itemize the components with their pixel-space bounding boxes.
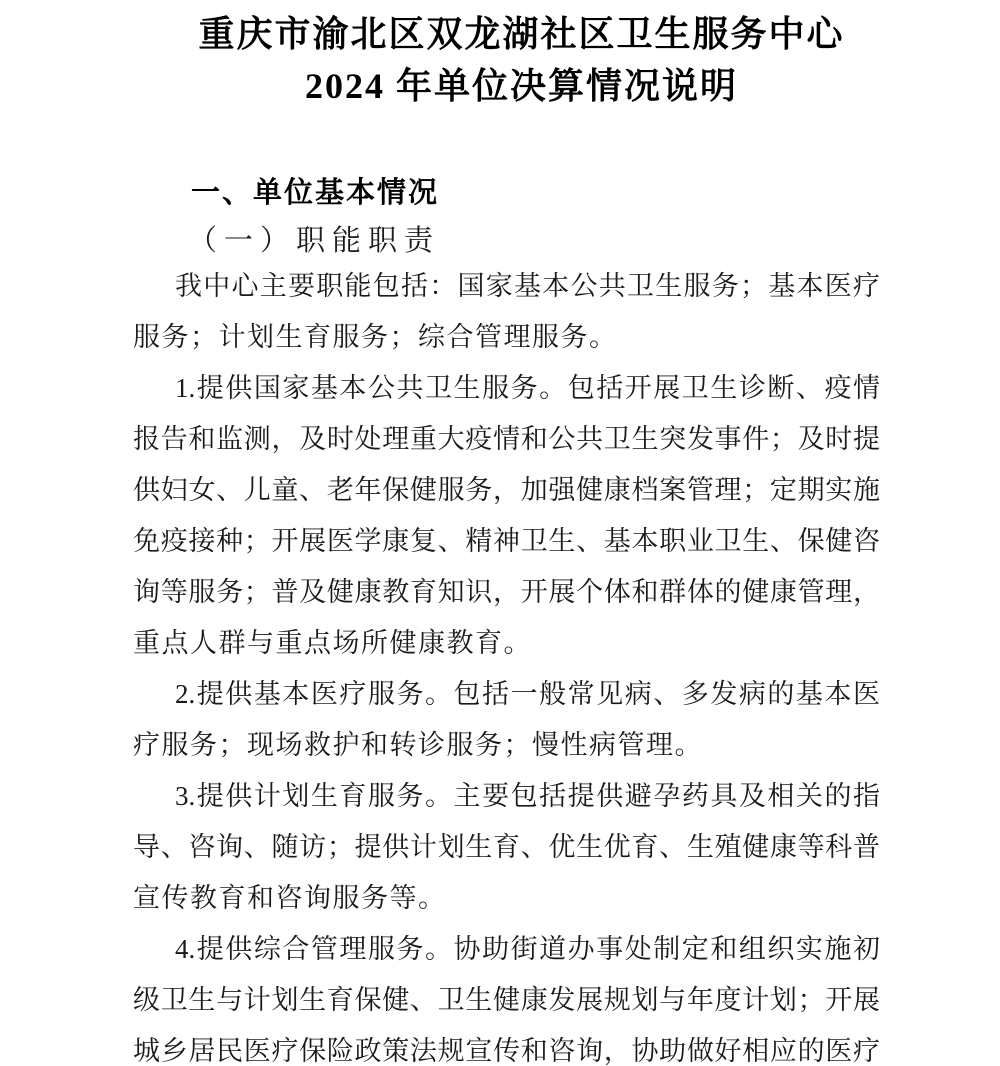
paragraph-line: 疗服务；现场救护和转诊服务；慢性病管理。 [133,730,703,760]
para-function-3-family-planning [133,771,880,924]
para-functions-overview [133,261,880,363]
paragraph-line: 免疫接种；开展医学康复、精神卫生、基本职业卫生、保健咨 [133,526,880,556]
para-function-1-public-health [133,363,880,669]
paragraph-line: 宣传教育和咨询服务等。 [133,883,447,913]
paragraph-line: 重点人群与重点场所健康教育。 [133,628,532,658]
paragraph-line: 级卫生与计划生育保健、卫生健康发展规划与年度计划；开展 [133,985,880,1015]
paragraph-line: 服务；计划生育服务；综合管理服务。 [133,322,618,352]
paragraph-line: 城乡居民医疗保险政策法规宣传和咨询，协助做好相应的医疗 [133,1036,880,1066]
document-title [133,0,880,112]
paragraph-line: 2.提供基本医疗服务。包括一般常见病、多发病的基本医 [175,679,880,709]
subsection-heading-duties: （一）职能职责 [188,225,441,257]
paragraph-line: 1.提供国家基本公共卫生服务。包括开展卫生诊断、疫情 [175,373,880,403]
paragraph-line: 供妇女、儿童、老年保健服务，加强健康档案管理；定期实施 [133,475,880,505]
section-heading-basic-info: 一、单位基本情况 [191,177,440,209]
paragraph-line: 报告和监测，及时处理重大疫情和公共卫生突发事件；及时提 [133,424,880,454]
document-title-line-2: 2024 年单位决算情况说明 [304,66,738,106]
para-function-4-comprehensive-management [133,924,880,1066]
paragraph-line: 导、咨询、随访；提供计划生育、优生优育、生殖健康等科普 [133,832,880,862]
document-content [133,0,880,1066]
para-function-2-basic-medical [133,669,880,771]
document-body [133,261,880,1066]
paragraph-line: 我中心主要职能包括：国家基本公共卫生服务；基本医疗 [175,271,880,301]
paragraph-line: 询等服务；普及健康教育知识，开展个体和群体的健康管理， [133,577,880,607]
paragraph-line: 4.提供综合管理服务。协助街道办事处制定和组织实施初 [175,934,880,964]
paragraph-line: 3.提供计划生育服务。主要包括提供避孕药具及相关的指 [175,781,880,811]
document-title-line-1: 重庆市渝北区双龙湖社区卫生服务中心 [198,14,845,54]
